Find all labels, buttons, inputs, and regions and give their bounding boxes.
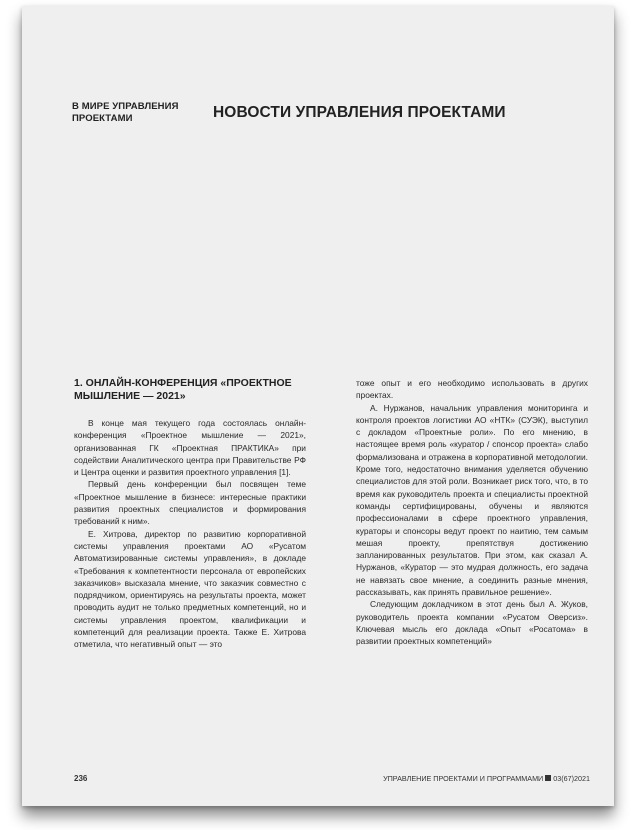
square-separator-icon [545,775,551,781]
paragraph: В конце мая текущего года состоялась онлайн-конференция «Проектное мышление — 2021», организованная ГК «Проектная ПРАКТИКА» при содействии Аналитического центра при Правительстве РФ и Центра оценки и развития проектного управления [1]. [74,418,306,478]
right-column [356,377,588,648]
journal-page [22,6,614,806]
issue-number: 03(67)2021 [553,774,590,783]
page-number: 236 [74,774,88,783]
paragraph: тоже опыт и его необходимо использовать в других проектах. [356,378,588,401]
section-label: В МИРЕ УПРАВЛЕНИЯ ПРОЕКТАМИ [72,101,179,124]
paragraph: Первый день конференции был посвящен теме «Проектное мышление в бизнесе: интересные практики развития проектных специалистов и формирования требований к ним». [74,479,306,527]
journal-footer [383,774,590,783]
paragraph: А. Нуржанов, начальник управления мониторинга и контроля проектов логистики АО «НТК» (СУЭК), выступил с докладом «Проектные роли». По его мнению, в настоящее время роль «куратор / спонсор проекта» слабо формализована и отражена в корпоративной методологии. Кроме того, недостаточно внимания уделяется обучению специалистов для этой роли. Возникает риск того, что, в то время как руководитель проекта и специалисты проектной команды сертифицированы, обучены и являются профессионалами в сфере проектного управления, кураторы и спонсоры ведут проект по наитию, тем самым мешая проекту, препятствуя достижению запланированных результатов. При этом, как сказал А. Нуржанов, «Куратор — это мудрая должность, его задача не навязать свое мнение, а соединить разные мнения, рассказывать, как принять правильное решение». [356,402,588,598]
paragraph: Е. Хитрова, директор по развитию корпоративной системы управления проектами АО «Русатом Автоматизированные системы управления», в докладе «Требования к компетентности персонала от европейских заказчиков» высказала мнение, что заказчик совместно с подрядчиком, ориентируясь на результаты проекта, может проводить аудит не только предметных компетенций, но и системы управления проектом, квалификации и компетенций для реализации проекта. Также Е. Хитрова отметила, что негативный опыт — это [74,528,306,650]
paragraph: Следующим докладчиком в этот день был А. Жуков, руководитель проекта компании «Русатом Оверсиз». Ключевая мысль его доклада «Опыт «Росатома» в развитии проектных компетенций» [356,599,588,647]
journal-name: УПРАВЛЕНИЕ ПРОЕКТАМИ И ПРОГРАММАМИ [383,774,544,783]
article-heading: 1. ОНЛАЙН-КОНФЕРЕНЦИЯ «ПРОЕКТНОЕ МЫШЛЕНИЕ — 2021» [74,377,292,402]
left-column [74,377,306,651]
page-title: НОВОСТИ УПРАВЛЕНИЯ ПРОЕКТАМИ [213,104,506,121]
